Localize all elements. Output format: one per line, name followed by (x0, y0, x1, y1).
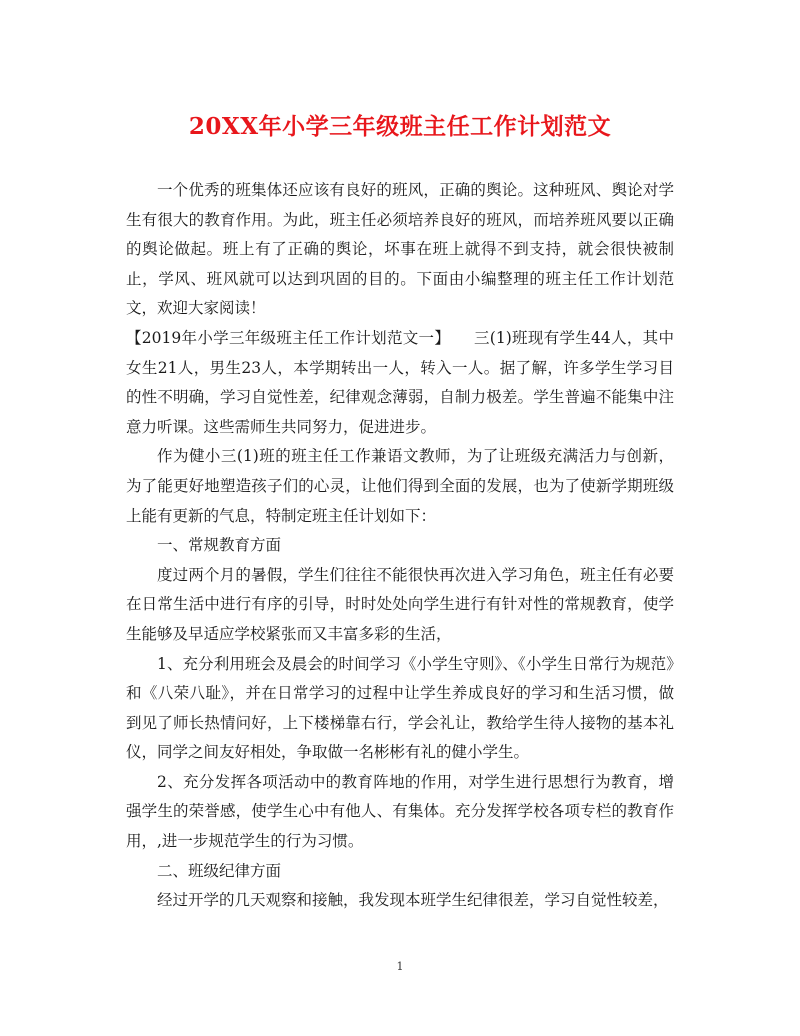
intro-paragraph: 一个优秀的班集体还应该有良好的班风，正确的舆论。这种班风、舆论对学生有很大的教育作用。为此，班主任必须培养良好的班风，而培养班风要以正确的舆论做起。班上有了正确的舆论，坏事在班上就得不到支持，就会很快被制止，学风、班风就可以达到巩固的目的。下面由小编整理的班主任工作计划范文，欢迎大家阅读！ (126, 181, 674, 318)
subheading-routine-education: 一、常规教育方面 (157, 536, 282, 555)
document-title: 20XX年小学三年级班主任工作计划范文 (188, 113, 612, 140)
list-item-1: 1、充分利用班会及晨会的时间学习《小学生守则》、《小学生日常行为规范》和《八荣八耻》，并在日常学习的过程中让学生养成良好的学习和生活习惯，做到见了师长热情问好，上下楼梯靠右行，学会礼让，教给学生待人接物的基本礼仪，同学之间友好相处，争取做一名彬彬有礼的健小学生。 (126, 654, 674, 762)
section-heading-paragraph: 【2019年小学三年级班主任工作计划范文一】 三(1)班现有学生44人，其中女生21人，男生23人，本学期转出一人，转入一人。据了解，许多学生学习目的性不明确，学习自觉性差，纪律观念薄弱，自制力极差。学生普遍不能集中注意力听课。这些需师生共同努力，促进进步。 (126, 328, 674, 436)
body-paragraph: 度过两个月的暑假，学生们往往不能很快再次进入学习角色，班主任有必要在日常生活中进行有序的引导，时时处处向学生进行有针对性的常规教育，使学生能够及早适应学校紧张而又丰富多彩的生活， (126, 565, 674, 643)
page-number: 1 (396, 960, 404, 973)
body-paragraph: 作为健小三(1)班的班主任工作兼语文教师，为了让班级充满活力与创新，为了能更好地塑造孩子们的心灵，让他们得到全面的发展，也为了使新学期班级上能有更新的气息，特制定班主任计划如下： (126, 447, 674, 525)
body-paragraph: 经过开学的几天观察和接触，我发现本班学生纪律很差，学习自觉性较差， (157, 891, 669, 910)
document-body (126, 176, 674, 916)
list-item-2: 2、充分发挥各项活动中的教育阵地的作用，对学生进行思想行为教育，增强学生的荣誉感，使学生心中有他人、有集体。充分发挥学校各项专栏的教育作用，,进一步规范学生的行为习惯。 (126, 772, 674, 851)
subheading-class-discipline: 二、班级纪律方面 (157, 861, 282, 880)
